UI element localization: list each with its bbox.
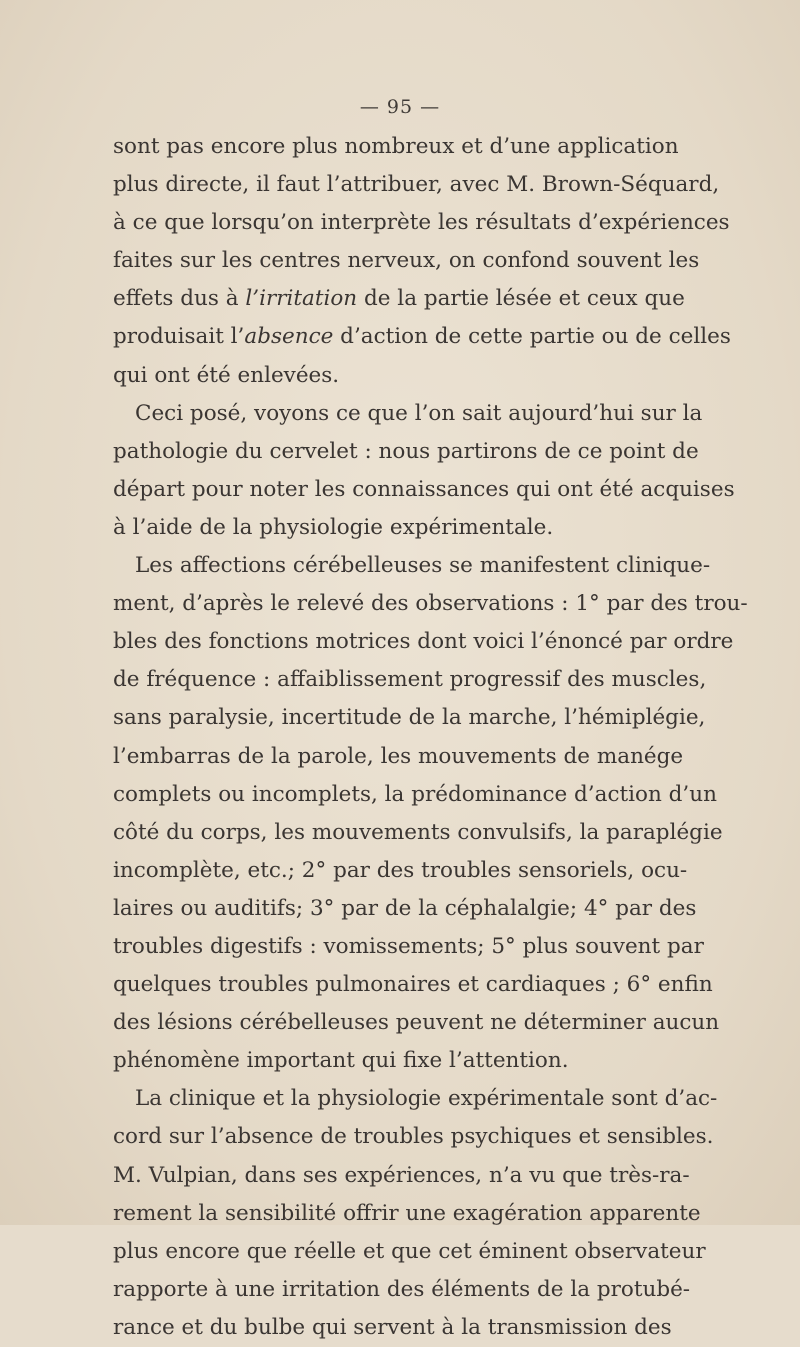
text-line: l’embarras de la parole, les mouvements de manége [113,743,684,769]
text-line: des lésions cérébelleuses peuvent ne déterminer aucun [113,1010,720,1036]
text-line: côté du corps, les mouvements convulsifs, la paraplégie [113,819,723,845]
italic-term: l’irritation [245,286,358,312]
text-line: M. Vulpian, dans ses expériences, n’a vu que très-ra- [113,1162,690,1188]
body-text [113,128,748,1347]
text-line: Ceci posé, voyons ce que l’on sait aujourd’hui sur la [135,400,703,426]
text-line: faites sur les centres nerveux, on confond souvent les [113,248,700,274]
text-run: effets dus à [113,286,246,312]
text-line: troubles digestifs : vomissements; 5° plus souvent par [113,933,704,959]
text-line: bles des fonctions motrices dont voici l’énoncé par ordre [113,629,734,655]
text-line [113,318,731,356]
text-line: La clinique et la physiologie expérimentale sont d’ac- [135,1086,718,1112]
text-line: complets ou incomplets, la prédominance d’action d’un [113,781,717,807]
text-line: phénomène important qui fixe l’attention. [113,1048,569,1074]
text-line: pathologie du cervelet : nous partirons de ce point de [113,438,699,464]
text-line: rance et du bulbe qui servent à la transmission des [113,1314,672,1340]
text-run: d’action de cette partie ou de celles [333,324,731,350]
text-line: cord sur l’absence de troubles psychiques et sensibles. [113,1124,714,1150]
text-line: rement la sensibilité offrir une exagération apparente [113,1200,701,1226]
text-line: qui ont été enlevées. [113,362,340,388]
text-line: laires ou auditifs; 3° par de la céphalalgie; 4° par des [113,895,697,921]
text-run: produisait l’ [113,324,245,350]
text-run: de la partie lésée et ceux que [357,286,685,312]
text-line: rapporte à une irritation des éléments de la protubé- [113,1276,691,1302]
text-line: à l’aide de la physiologie expérimentale. [113,514,554,540]
text-line: sont pas encore plus nombreux et d’une application [113,134,679,159]
italic-term: absence [244,324,334,350]
text-line: plus directe, il faut l’attribuer, avec M. Brown-Séquard, [113,172,720,198]
page-number: — 95 — [359,96,441,118]
text-line: incomplète, etc.; 2° par des troubles sensoriels, ocu- [113,857,688,883]
text-line [113,280,685,318]
text-line: quelques troubles pulmonaires et cardiaques ; 6° enfin [113,972,713,998]
text-line: ment, d’après le relevé des observations : 1° par des trou- [113,591,748,617]
text-line: sans paralysie, incertitude de la marche, l’hémiplégie, [113,705,706,731]
text-line: Les affections cérébelleuses se manifestent clinique- [135,553,711,579]
text-line: plus encore que réelle et que cet éminent observateur [113,1238,706,1264]
text-line: de fréquence : affaiblissement progressif des muscles, [113,667,707,693]
text-line: à ce que lorsqu’on interprète les résultats d’expériences [113,210,730,236]
text-line: départ pour noter les connaissances qui ont été acquises [113,476,735,502]
